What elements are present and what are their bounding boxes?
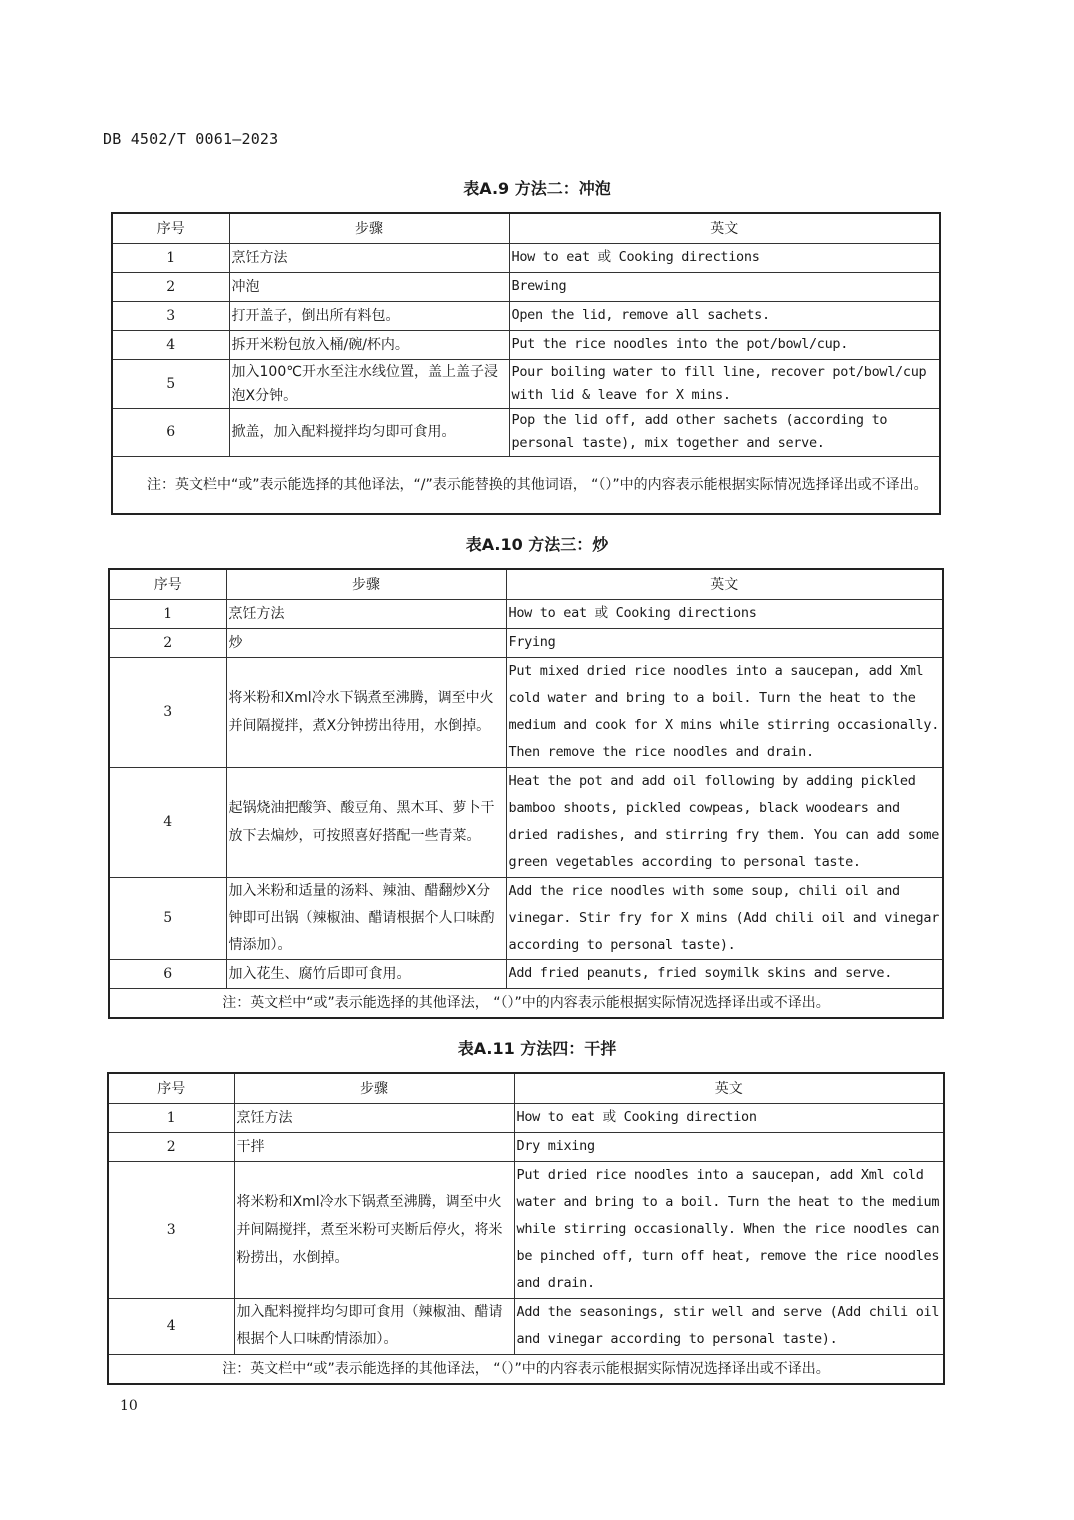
step-text: 将米粉和Xml冷水下锅煮至沸腾，调至中火并间隔搅拌，煮至米粉可夹断后停火，将米粉捞出，水倒掉。 xyxy=(234,1161,514,1298)
table-note xyxy=(108,1354,944,1384)
table-row xyxy=(108,1161,944,1298)
column-header: 序号 xyxy=(112,213,229,243)
english-text: Put the rice noodles into the pot/bowl/cup. xyxy=(509,330,940,359)
row-number: 2 xyxy=(109,628,226,657)
table-a10 xyxy=(108,568,944,1019)
column-header: 序号 xyxy=(109,569,226,599)
table-row xyxy=(109,628,943,657)
table-caption: 表A.9 方法二：冲泡 xyxy=(463,179,611,198)
english-text: Pour boiling water to fill line, recover pot/bowl/cup with lid & leave for X mins. xyxy=(509,359,940,408)
row-number: 1 xyxy=(112,243,229,272)
page-number: 10 xyxy=(120,1398,138,1414)
english-text: Add fried peanuts, fried soymilk skins and serve. xyxy=(506,959,943,988)
table-row xyxy=(109,599,943,628)
column-header: 英文 xyxy=(509,213,940,243)
step-text: 烹饪方法 xyxy=(226,599,506,628)
column-header: 步骤 xyxy=(234,1073,514,1103)
table-row xyxy=(112,301,940,330)
table-header-row xyxy=(108,1073,944,1103)
table-header-row xyxy=(109,569,943,599)
row-number: 6 xyxy=(112,408,229,456)
column-header: 步骤 xyxy=(226,569,506,599)
table-row xyxy=(109,877,943,959)
table-note xyxy=(112,456,940,514)
row-number: 4 xyxy=(108,1298,234,1354)
english-text: Pop the lid off, add other sachets (according to personal taste), mix together and serve. xyxy=(509,408,940,456)
table-row xyxy=(112,272,940,301)
row-number: 2 xyxy=(108,1132,234,1161)
step-text: 加入花生、腐竹后即可食用。 xyxy=(226,959,506,988)
english-text: How to eat 或 Cooking direction xyxy=(514,1103,944,1132)
table-caption: 表A.10 方法三：炒 xyxy=(465,535,609,554)
row-number: 5 xyxy=(112,359,229,408)
row-number: 3 xyxy=(108,1161,234,1298)
table-row xyxy=(109,767,943,877)
step-text: 打开盖子，倒出所有料包。 xyxy=(229,301,509,330)
step-text: 拆开米粉包放入桶/碗/杯内。 xyxy=(229,330,509,359)
english-text: Heat the pot and add oil following by adding pickled bamboo shoots, pickled cowpeas, black woodears and dried radishes, and stirring fry them. You can add some green vegetables according to personal taste. xyxy=(506,767,943,877)
step-text: 掀盖，加入配料搅拌均匀即可食用。 xyxy=(229,408,509,456)
step-text: 加入100℃开水至注水线位置，盖上盖子浸泡X分钟。 xyxy=(229,359,509,408)
table-row xyxy=(112,408,940,456)
column-header: 英文 xyxy=(514,1073,944,1103)
english-text: Put mixed dried rice noodles into a saucepan, add Xml cold water and bring to a boil. Turn the heat to the medium and cook for X mins while stirring occasionally. Then remove the rice noodles and drain. xyxy=(506,657,943,767)
step-text: 加入米粉和适量的汤料、辣油、醋翻炒X分钟即可出锅（辣椒油、醋请根据个人口味酌情添加）。 xyxy=(226,877,506,959)
english-text: Open the lid, remove all sachets. xyxy=(509,301,940,330)
table-row xyxy=(109,657,943,767)
row-number: 1 xyxy=(109,599,226,628)
table-header-row xyxy=(112,213,940,243)
table-a11 xyxy=(107,1072,945,1385)
note-text: 英文栏中“或”表示能选择的其他译法，“/”表示能替换的其他词语， “（）”中的内容表示能根据实际情况选择译出或不译出。 xyxy=(175,476,928,493)
step-text: 烹饪方法 xyxy=(229,243,509,272)
row-number: 5 xyxy=(109,877,226,959)
table-caption: 表A.11 方法四：干拌 xyxy=(457,1039,617,1058)
english-text: How to eat 或 Cooking directions xyxy=(506,599,943,628)
english-text: Dry mixing xyxy=(514,1132,944,1161)
step-text: 冲泡 xyxy=(229,272,509,301)
english-text: Put dried rice noodles into a saucepan, add Xml cold water and bring to a boil. Turn the heat to the medium while stirring occasionally. When the rice noodles can be pinched off, turn off heat, remove the rice noodles and drain. xyxy=(514,1161,944,1298)
step-text: 将米粉和Xml冷水下锅煮至沸腾，调至中火并间隔搅拌，煮X分钟捞出待用，水倒掉。 xyxy=(226,657,506,767)
table-a9 xyxy=(111,212,941,515)
step-text: 烹饪方法 xyxy=(234,1103,514,1132)
table-note-row xyxy=(108,1354,944,1384)
row-number: 3 xyxy=(112,301,229,330)
row-number: 4 xyxy=(112,330,229,359)
table-note-row xyxy=(109,988,943,1018)
english-text: How to eat 或 Cooking directions xyxy=(509,243,940,272)
note-text: 英文栏中“或”表示能选择的其他译法， “（）”中的内容表示能根据实际情况选择译出或不译出。 xyxy=(250,1360,830,1377)
row-number: 4 xyxy=(109,767,226,877)
column-header: 步骤 xyxy=(229,213,509,243)
row-number: 6 xyxy=(109,959,226,988)
row-number: 2 xyxy=(112,272,229,301)
table-row xyxy=(108,1298,944,1354)
table-row xyxy=(112,243,940,272)
table-note xyxy=(109,988,943,1018)
step-text: 起锅烧油把酸笋、酸豆角、黑木耳、萝卜干放下去煸炒，可按照喜好搭配一些青菜。 xyxy=(226,767,506,877)
english-text: Frying xyxy=(506,628,943,657)
table-row xyxy=(112,330,940,359)
note-text: 英文栏中“或”表示能选择的其他译法， “（）”中的内容表示能根据实际情况选择译出或不译出。 xyxy=(250,994,830,1011)
table-row xyxy=(112,359,940,408)
column-header: 序号 xyxy=(108,1073,234,1103)
column-header: 英文 xyxy=(506,569,943,599)
table-note-row xyxy=(112,456,940,514)
row-number: 1 xyxy=(108,1103,234,1132)
english-text: Add the seasonings, stir well and serve (Add chili oil and vinegar according to personal taste). xyxy=(514,1298,944,1354)
row-number: 3 xyxy=(109,657,226,767)
step-text: 干拌 xyxy=(234,1132,514,1161)
step-text: 加入配料搅拌均匀即可食用（辣椒油、醋请根据个人口味酌情添加）。 xyxy=(234,1298,514,1354)
table-row xyxy=(108,1132,944,1161)
document-code: DB 4502/T 0061—2023 xyxy=(103,130,279,148)
english-text: Add the rice noodles with some soup, chili oil and vinegar. Stir fry for X mins (Add chili oil and vinegar according to personal taste). xyxy=(506,877,943,959)
note-label: 注： xyxy=(147,476,175,493)
english-text: Brewing xyxy=(509,272,940,301)
note-label: 注： xyxy=(222,994,251,1011)
step-text: 炒 xyxy=(226,628,506,657)
table-row xyxy=(108,1103,944,1132)
note-label: 注： xyxy=(222,1360,251,1377)
table-row xyxy=(109,959,943,988)
